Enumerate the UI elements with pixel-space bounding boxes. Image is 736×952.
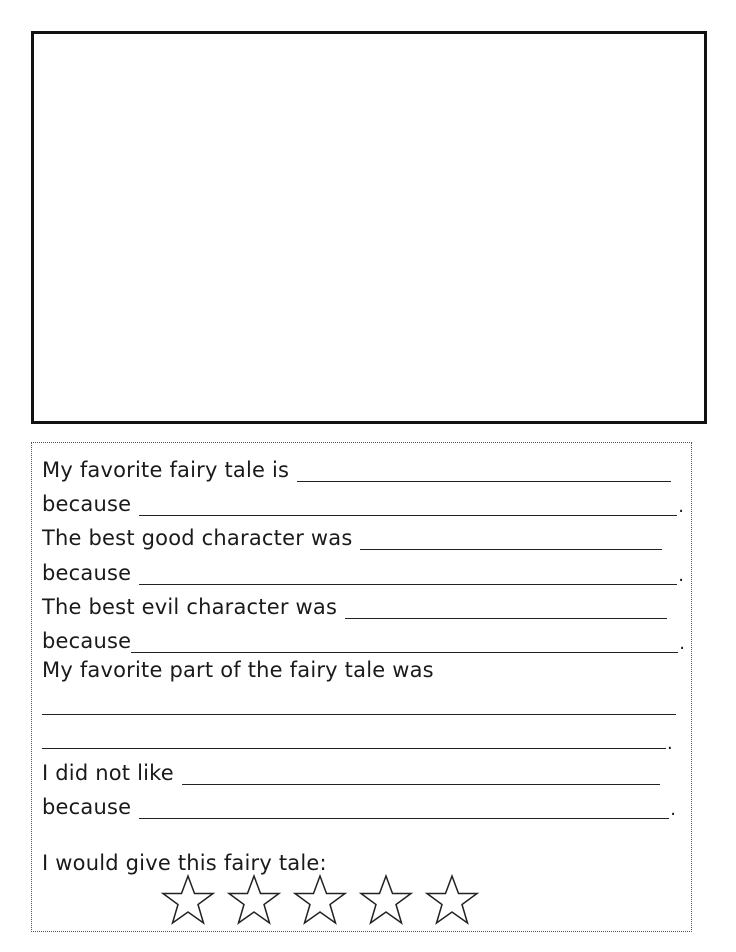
because-row-1 (42, 486, 684, 516)
because-label-2: because (42, 561, 132, 585)
good-character-row (42, 520, 662, 550)
favorite-part-label: My favorite part of the fairy tale was (42, 658, 434, 682)
because-row-3 (42, 623, 685, 653)
period-4: . (667, 733, 673, 754)
because-label-3: because (42, 629, 132, 653)
evil-character-label: The best evil character was (42, 595, 338, 619)
period-3: . (679, 633, 686, 654)
favorite-tale-blank[interactable] (297, 463, 671, 482)
star-outline-icon[interactable] (292, 874, 348, 926)
star-outline-icon[interactable] (160, 874, 216, 926)
favorite-part-blank-1[interactable] (42, 714, 676, 715)
drawing-box[interactable] (31, 31, 707, 424)
did-not-like-label: I did not like (42, 761, 174, 785)
period-5: . (670, 799, 677, 820)
because-label-4: because (42, 795, 132, 819)
because-blank-2[interactable] (139, 566, 677, 585)
favorite-tale-row (42, 452, 671, 482)
evil-character-blank[interactable] (345, 600, 667, 619)
because-blank-1[interactable] (139, 497, 677, 516)
rating-stars (160, 874, 480, 926)
because-blank-3[interactable] (131, 634, 678, 653)
did-not-like-row (42, 755, 660, 785)
period-1: . (678, 496, 685, 517)
favorite-part-blank-2[interactable] (42, 748, 666, 749)
because-label-1: because (42, 492, 132, 516)
because-blank-4[interactable] (139, 800, 669, 819)
evil-character-row (42, 589, 667, 619)
favorite-tale-label: My favorite fairy tale is (42, 458, 290, 482)
star-outline-icon[interactable] (226, 874, 282, 926)
rating-row (42, 845, 327, 875)
rating-label: I would give this fairy tale: (42, 851, 327, 875)
star-outline-icon[interactable] (424, 874, 480, 926)
favorite-part-row (42, 652, 434, 682)
because-row-2 (42, 555, 684, 585)
because-row-4 (42, 789, 676, 819)
period-2: . (678, 565, 685, 586)
did-not-like-blank[interactable] (182, 766, 660, 785)
good-character-blank[interactable] (360, 531, 662, 550)
star-outline-icon[interactable] (358, 874, 414, 926)
good-character-label: The best good character was (42, 526, 353, 550)
